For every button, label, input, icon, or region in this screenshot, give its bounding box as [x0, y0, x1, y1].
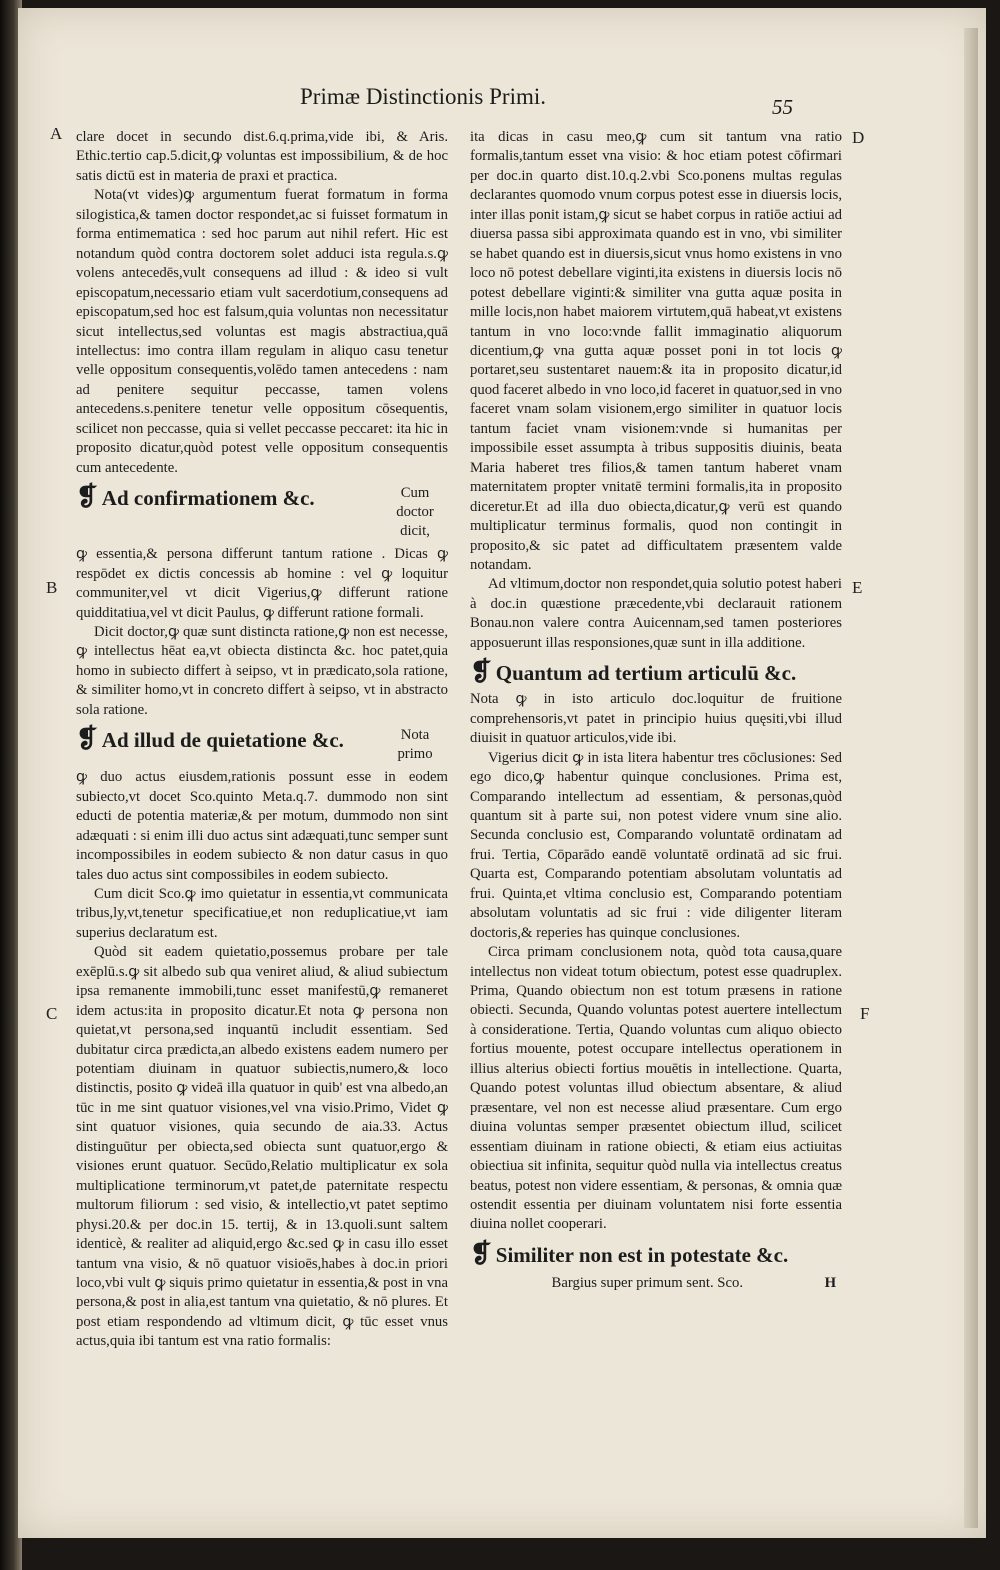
pilcrow-icon: ❡ [470, 1238, 492, 1268]
margin-letter-d: D [852, 128, 865, 147]
folio-number: 55 [772, 95, 793, 119]
paragraph: ita dicas in casu meo,ꝙ cum sit tantum vna ratio formalis,tantum esset vna visio: & hoc etiam potest cōfirmari per doc.in quarto dist.10.q.2.vbi Sco.ponens multas regulas declarantes quomodo vnum corpus potest esse in diuersis locis, inter illas ponit istam,ꝙ sicut se habet corpus in ratiōe actiui ad diuersa passa sibi approximata quando est in vno, vbi similiter se habet quando est in diuersis,sicut vnus homo existens in vno loco nō potest debellare viginti,ita existens in diuersis locis nō potest debellare viginti:& similiter vna gutta aquæ posita in mille locis,non habet maiorem virtutem,quā habeat,vt existens tantum in vno loco:vnde fallit immaginatio aliquorum dicentium,ꝙ vna gutta aquæ posset poni in tot locis ꝙ portaret,seu sustentaret nauem:& ita in proposito dicatur,id quod faceret albedo in vno loco,id faceret in quatuor,sed in vno faceret vnam solam visionem,ergo similiter in quatuor locis tantum faciet vnam visionem:vnde si humanitas per impossibile esset assumpta à tribus suppositis diuinis, beata Maria haberet tres filios,& tamen tantum haberet vnam maternitatem propter vnitatē termini formalis,ita in proposito diceretur.Et ad illa duo obiecta,dicatur,ꝙ verū est quando multiplicatur terminus formalis, quod non contingit in proposito,& sic patet ad difficultatem præsentem valde notandam. [470, 129, 842, 573]
paragraph: Circa primam conclusionem nota, quòd tota causa,quare intellectus non videat totum obiectum, potest esse quadruplex. Prima, Quando obiectum non est totum præsens in ratione obiecti. Secunda, Quando voluntas potest auertere intellectum à consideratione. Tertia, Quando voluntas cum aliquo obiecto fortius mouente, potest occupare intellectus operationem in illius alterius obiecti fortius mouētis in intellectione. Quarta, Quando potest voluntas illud obiectum absentare, & aliud præsentare, vel non est necesse aliud præsentare. Cum ergo diuina voluntas semper præsentet obiectum illud, scilicet essentiam diuinam in ratione obiecti, & etiam eius actiuitas obiectiua sit infinita, sequitur quòd nulla via intellectus creatus beatus, potest non videre essentiam, & personas, & omnia quæ ostendit essentia per diuinam voluntatem nisi forte essentia diuina nollet cooperari. [470, 944, 842, 1233]
paragraph: clare docet in secundo dist.6.q.prima,vide ibi, & Aris. Ethic.tertio cap.5.dicit,ꝙ voluntas est impossibilium, & de hoc satis dictū est in materia de praxi et practica. [76, 129, 448, 184]
heading-aside: Nota primo [397, 727, 433, 763]
right-column [470, 128, 842, 1293]
margin-letter-e: E [852, 578, 863, 597]
signature-text: Bargius super primum sent. Sco. [551, 1274, 744, 1291]
pilcrow-icon: ❡ [76, 724, 98, 754]
section-heading [470, 1238, 842, 1268]
signature-letter: H [824, 1274, 836, 1291]
heading-text: Quantum ad tertium articulū &c. [495, 661, 797, 686]
heading-text: Ad confirmationem &c. [101, 486, 315, 511]
heading-aside: Cum doctor dicit, [396, 485, 434, 540]
paragraph: Nota(vt vides)ꝙ argumentum fuerat formatum in forma silogistica,& tamen doctor respondet,ac si fuisset formatum in forma entimematica : sed hoc parum aut nihil refert. Hic est notandum quòd contra doctorem solet adduci ista regula.s.ꝙ volens antecedēs,vult consequens ad illud : & ideo si vult episcopatum,necessario etiam vult sacerdotium,consequens ad episcopatum,sed hoc est falsum,quia voluntas non necessitatur sicut intellectus,sed voluntas est magis abstractiua,quā intellectus: imo contra illam regulam in aliquo casu tenetur velle oppositum consequentis,volēdo tamen antecedens : nam ad penitere sequitur peccasse, tamen volens antecedens.s.penitere tenetur velle oppositum cōsequentis, scilicet non peccasse, quia si vellet peccasse peccaret: ita hic in proposito dicatur,quòd potest velle oppositum consequentis cum antecedente. [76, 187, 448, 476]
heading-text: Similiter non est in potestate &c. [495, 1242, 789, 1267]
paragraph: Dicit doctor,ꝙ quæ sunt distincta ratione,ꝙ non est necesse, ꝙ intellectus hēat ea,vt obiecta distincta &c. hoc patet,quia homo in subiecto differt à seipso, vt in prædicato,sola ratione, & similiter homo,vt in concreto differt à seipso, vt in abstracto sola ratione. [76, 623, 448, 718]
section-heading [76, 726, 448, 764]
paragraph: Vigerius dicit ꝙ in ista litera habentur tres cōclusiones: Sed ego dico,ꝙ habentur quinque conclusiones. Prima est, Comparando intellectum ad essentiam, & personas,quòd quantum sit à parte sui, non potest videre vnum sine alio. Secunda conclusio est, Comparando voluntatē ordinatam ad frui. Tertia, Cōparādo eandē voluntatē ordinatā ad sic frui. Quarta est, Comparando potentiam absolutam voluntatis ad frui. Quinta,et vltima conclusio est, Comparando potentiam absolutam voluntatis ad sic frui : vide diligenter literam doctoris,& reperies has quinque conclusiones. [470, 749, 842, 941]
pilcrow-icon: ❡ [470, 657, 492, 687]
margin-letter-f: F [860, 1004, 870, 1023]
section-heading [470, 659, 842, 686]
margin-letter-b: B [46, 578, 58, 597]
paragraph: Ad vltimum,doctor non respondet,quia solutio potest haberi à doc.in quæstione præcedente,vbi declarauit rationem Bonau.non valere contra Auicennam,sed tamen posteriores apposuerunt illas responsiones,quæ sunt in illa additione. [470, 576, 842, 651]
signature-line [470, 1274, 842, 1293]
margin-letter-c: C [46, 1004, 58, 1023]
paragraph: ꝙ essentia,& persona differunt tantum ratione . Dicas ꝙ respōdet ex dictis concessis ab homine : vel ꝙ loquitur communiter,vel vt dicit Vigerius,ꝙ differunt ratione quidditatiua,vel vt dicit Paulus, ꝙ differunt ratione formali. [76, 546, 448, 621]
paragraph: ꝙ duo actus eiusdem,rationis possunt esse in eodem subiecto,vt docet Sco.quinto Meta.q.7. dummodo non sint educti de potentia materiæ,& per motum, dummodo non sint adæquati : si enim illi duo actus sint adæquati,tunc semper sunt incompossibiles in eodem subiecto & non datur casus in quo tales duo actus sint compossibiles in eodem subiecto. [76, 769, 448, 883]
left-column [76, 128, 448, 1352]
paragraph: Nota ꝙ in isto articulo doc.loquitur de fruitione comprehensoris,vt patet in principio huius quęsiti,vbi illud diuisit in quatuor articulos,vide ibi. [470, 691, 842, 747]
paragraph: Cum dicit Sco.ꝙ imo quietatur in essentia,vt communicata tribus,ly,vt,tenetur specificatiue,et non reduplicatiue,vt iam superius declaratum est. [76, 885, 448, 941]
paragraph: Quòd sit eadem quietatio,possemus probare per tale exēplū.s.ꝙ sit albedo sub qua veniret aliud, & aliud subiectum ipsa remanente immobili,tunc esset manifestū,ꝙ remaneret idem actus:ita in proposito dicatur.Et nota ꝙ persona non quietat,vt persona,sed inquantū includit essentiam. Sed dubitatur circa prædicta,an albedo existens eadem numero per potentiam diuinam in quatuor subiectis,numero,& loco distinctis, posito ꝙ videā illa quatuor in quib' est vna albedo,an tūc in me sint quatuor visiones,vel vna visio.Primo, Videt ꝙ sint quatuor visiones, quia secundo de aia.33. Actus distinguūtur per obiecta,sed obiecta sunt quatuor,ergo & visiones erunt quatuor. Secūdo,Relatio multiplicatur ex sola multiplicatione terminorum,vt patet,de paternitate respectu multorum filiorum : sed visio, & intellectio,vt patet septimo physi.20.& per doc.in 15. tertij, & in 13.quoli.sunt saltem identicè, & realiter ad aliquid,ergo &c.sed ꝙ in casu illo esset tantum vna visio, & nō quatuor visioēs,habes à doc.in priori loco,vbi vult ꝙ siquis primo quietatur in essentia,& post in vna persona,& post in alia,est tantum vna quietatio, & nō plures. Et post etiam respondendo ad vltimum dicit, ꝙ tūc esset vnus actus,quia ibi tantum est vna ratio formalis: [76, 944, 448, 1350]
page-edge [964, 28, 978, 1528]
margin-letter-a: A [50, 124, 63, 143]
pilcrow-icon: ❡ [76, 482, 98, 512]
running-title: Primæ Distinctionis Primi. [300, 84, 547, 109]
section-heading [76, 484, 448, 541]
heading-text: Ad illud de quietatione &c. [101, 728, 344, 753]
